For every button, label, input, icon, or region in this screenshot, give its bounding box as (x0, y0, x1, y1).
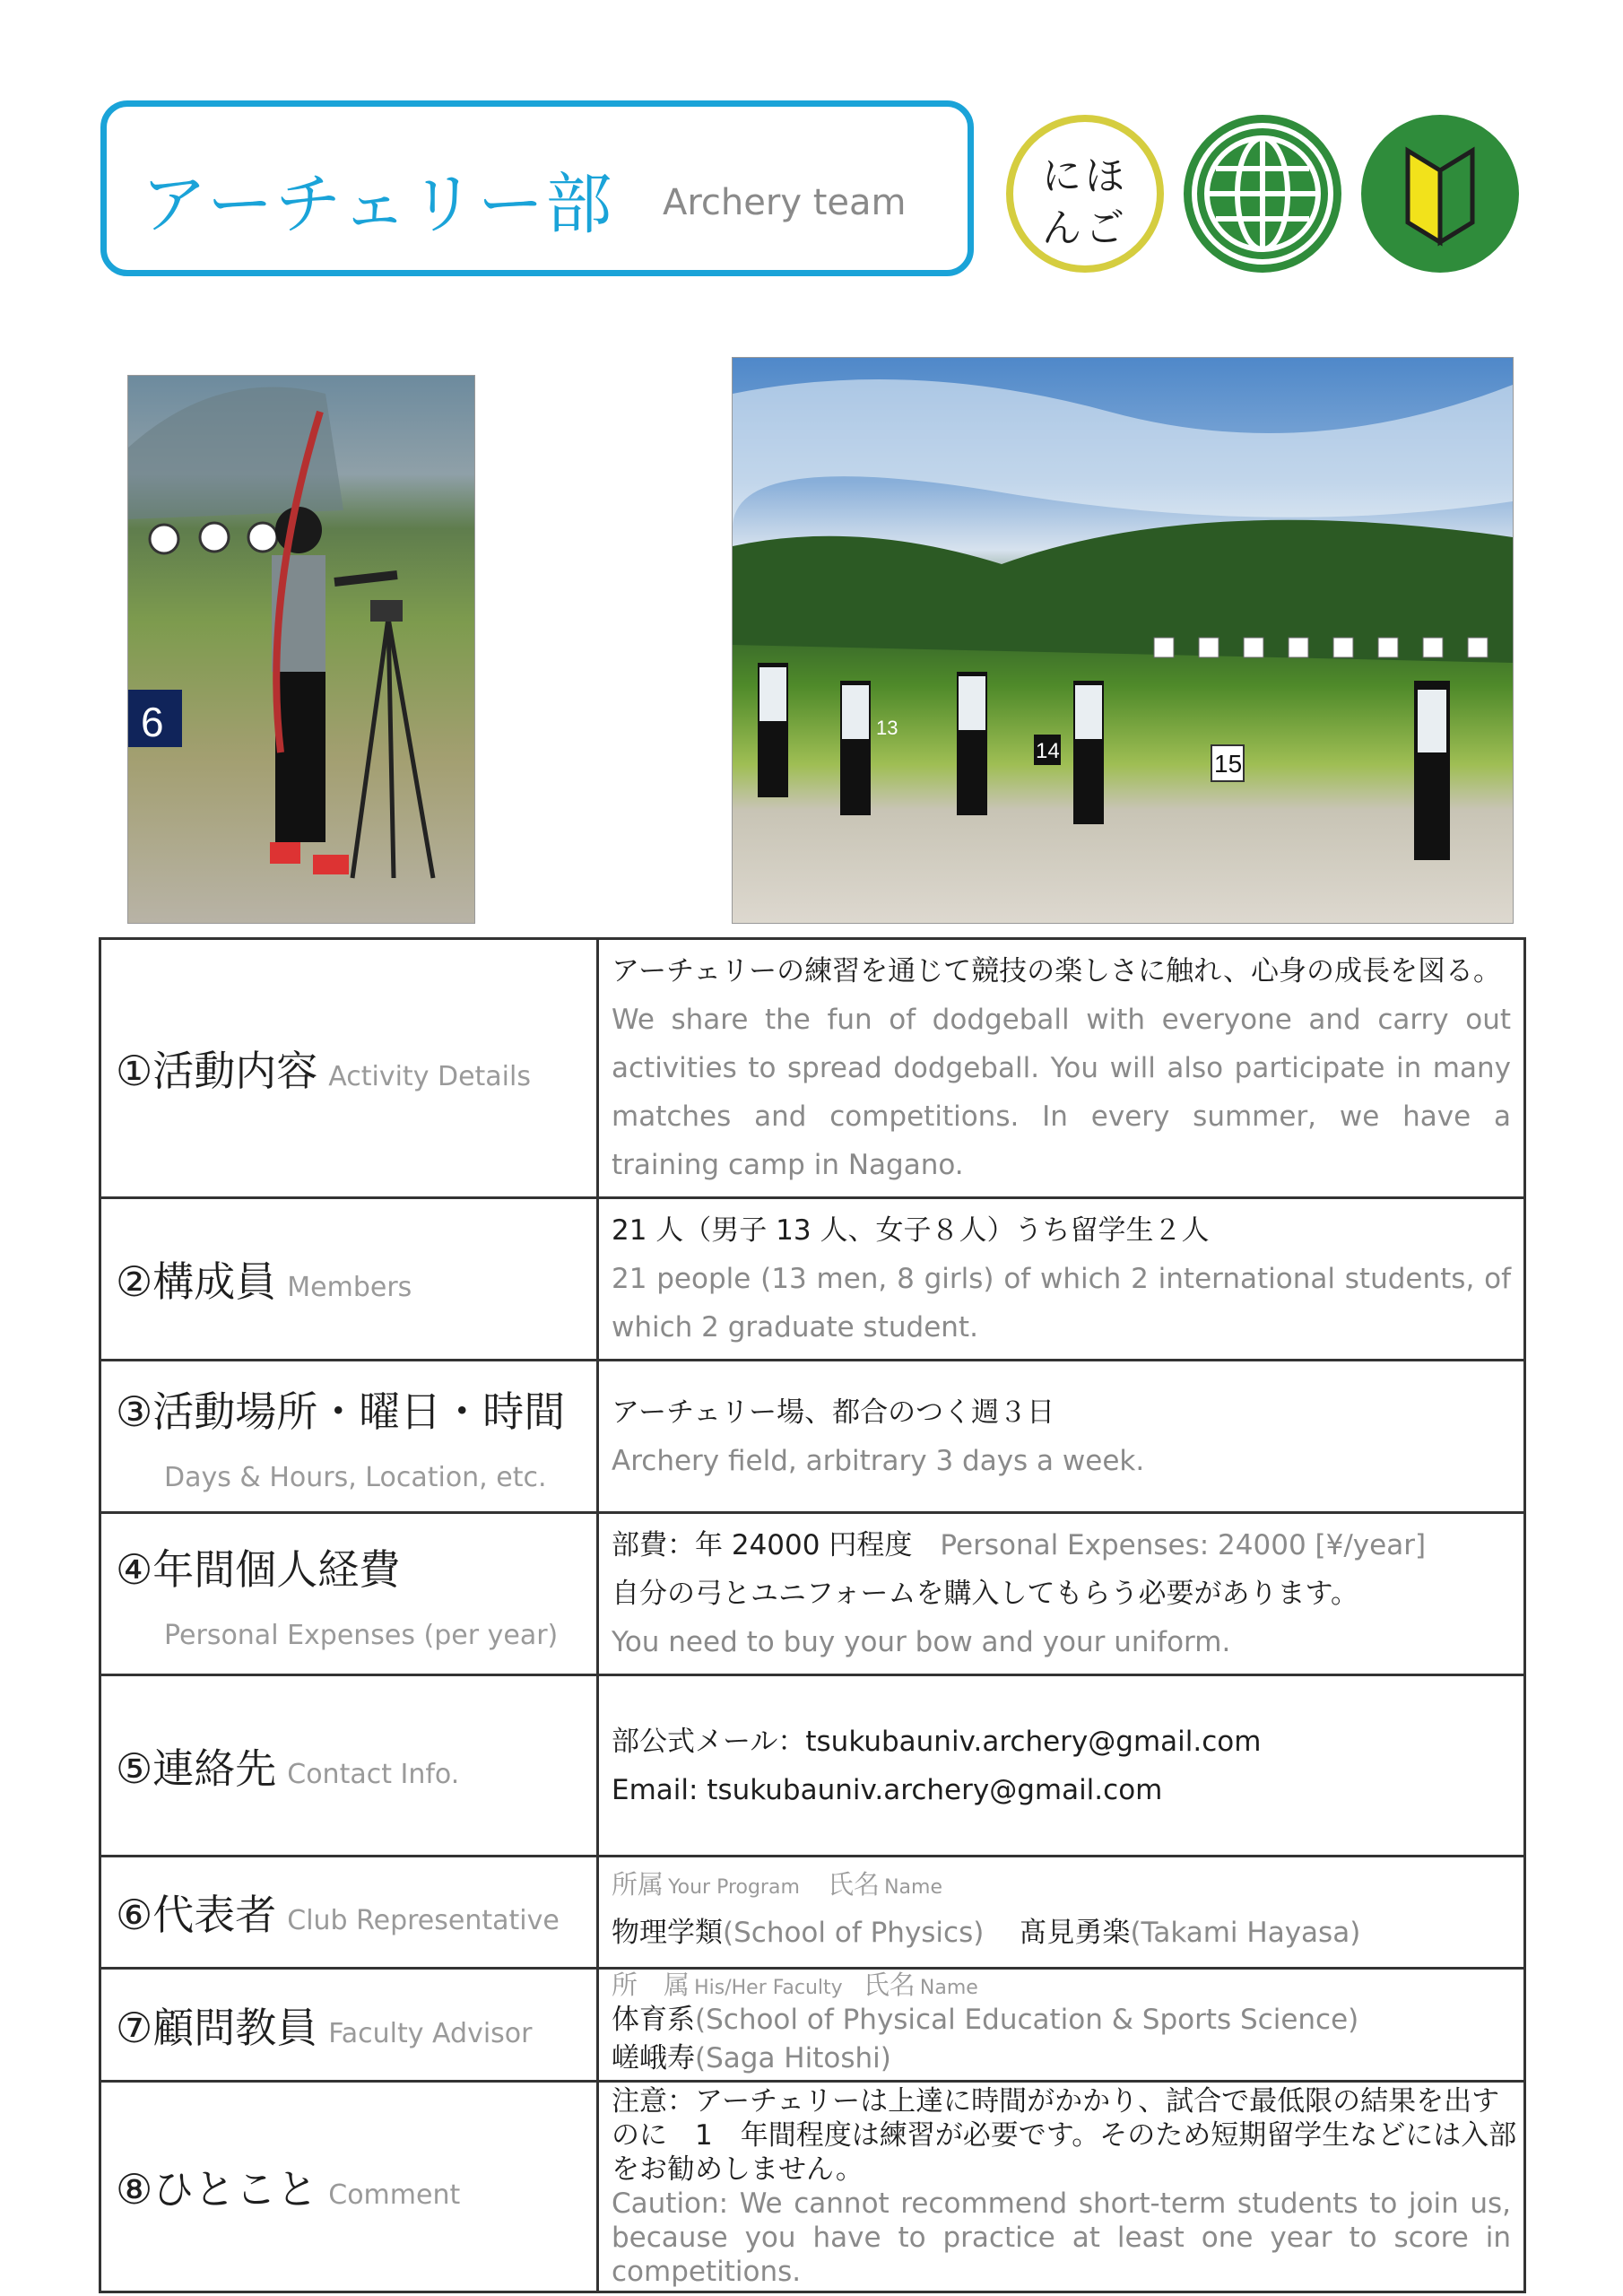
label-contact-en: Contact Info. (287, 1758, 460, 1790)
label-members-ja: ②構成員 (116, 1257, 277, 1306)
location-en: Archery field, arbitrary 3 days a week. (612, 1444, 1145, 1477)
value-activity (598, 939, 1525, 1198)
label-activity (100, 939, 598, 1198)
photo-archer-aiming (127, 375, 475, 924)
value-representative (598, 1857, 1525, 1969)
label-expenses-ja: ④年間個人経費 (116, 1544, 401, 1594)
row-advisor (100, 1969, 1525, 2082)
value-location (598, 1361, 1525, 1513)
label-expenses (100, 1513, 598, 1675)
row-expenses (100, 1513, 1525, 1675)
label-members (100, 1198, 598, 1361)
label-representative-ja: ⑥代表者 (116, 1891, 277, 1939)
title-box (100, 100, 974, 276)
label-representative (100, 1857, 598, 1969)
lane-number-14: 14 (1036, 739, 1060, 763)
adv-affil-ja: 体育系 (612, 2004, 695, 2036)
value-expenses (598, 1513, 1525, 1675)
activity-en: We share the fun of dodgeball with everyone and carry out activities to spread dodgeball. You will also participate in many matches and competitions. In every summer, we have a training camp in Nagano. (612, 1004, 1511, 1181)
rep-name-en: (Takami Hayasa) (1130, 1917, 1361, 1949)
photo-archery-range (732, 357, 1514, 924)
adv-name-ja: 嵯峨寿 (612, 2042, 695, 2074)
nihongo-badge (1006, 115, 1164, 273)
globe-icon (1184, 115, 1341, 273)
members-en: 21 people (13 men, 8 girls) of which 2 international students, of which 2 graduate student. (612, 1263, 1511, 1344)
row-activity (100, 939, 1525, 1198)
activity-ja: アーチェリーの練習を通じて競技の楽しさに触れ、心身の成長を図る。 (612, 955, 1501, 987)
comment-ja-line2: のに 1 年間程度は練習が必要です。そのため短期留学生などには入部 (612, 2119, 1517, 2152)
adv-name-en: (Saga Hitoshi) (695, 2042, 891, 2074)
label-activity-ja: ①活動内容 (116, 1047, 318, 1095)
globe-badge (1184, 115, 1341, 273)
adv-affil-header-ja: 所 属 (612, 1970, 690, 2000)
label-location-en: Days & Hours, Location, etc. (164, 1462, 547, 1493)
label-advisor-en: Faculty Advisor (328, 2017, 533, 2049)
label-contact (100, 1675, 598, 1857)
value-members (598, 1198, 1525, 1361)
lane-number-15: 15 (1214, 750, 1243, 778)
location-ja: アーチェリー場、都合のつく週３日 (612, 1396, 1055, 1429)
label-activity-en: Activity Details (328, 1061, 531, 1092)
beginner-badge (1361, 115, 1519, 273)
rep-name-ja: 髙見勇楽 (1019, 1917, 1131, 1949)
label-contact-ja: ⑤連絡先 (116, 1744, 277, 1793)
comment-ja-line1: 注意：アーチェリーは上達に時間がかかり、試合で最低限の結果を出す (612, 2085, 1500, 2118)
adv-name-header-ja: 氏名 (863, 1970, 916, 2000)
label-comment (100, 2082, 598, 2292)
nihongo-badge-line1: にほ (1042, 153, 1128, 199)
rep-affil-header-ja: 所属 (612, 1869, 664, 1900)
label-comment-en: Comment (328, 2179, 461, 2211)
adv-affil-en: (School of Physical Education & Sports Science) (695, 2004, 1359, 2036)
rep-affil-header-en: Your Program (668, 1876, 800, 1899)
rep-affil-en: (School of Physics) (723, 1917, 985, 1949)
comment-en: Caution: We cannot recommend short-term students to join us, because you have to practice at least one year to score in competitions. (612, 2187, 1511, 2288)
value-comment (598, 2082, 1525, 2292)
label-advisor (100, 1969, 598, 2082)
value-advisor (598, 1969, 1525, 2082)
label-location (100, 1361, 598, 1513)
expenses-fee-ja: 部費：年 24000 円程度 (612, 1529, 913, 1561)
row-members (100, 1198, 1525, 1361)
label-advisor-ja: ⑦顧問教員 (116, 2003, 318, 2052)
adv-affil-header-en: His/Her Faculty (694, 1977, 843, 1999)
nihongo-badge-line2: んご (1042, 205, 1128, 251)
row-comment (100, 2082, 1525, 2292)
row-contact (100, 1675, 1525, 1857)
value-contact (598, 1675, 1525, 1857)
row-representative (100, 1857, 1525, 1969)
expenses-fee-en: Personal Expenses: 24000 [¥/year] (940, 1529, 1427, 1561)
expenses-note-en: You need to buy your bow and your uniform. (612, 1626, 1231, 1658)
label-expenses-en: Personal Expenses (per year) (164, 1619, 559, 1651)
label-comment-ja: ⑧ひとこと (116, 2165, 318, 2213)
row-location (100, 1361, 1525, 1513)
club-title-en: Archery team (663, 182, 907, 223)
contact-ja[interactable]: 部公式メール：tsukubauniv.archery@gmail.com (612, 1725, 1262, 1758)
members-ja: 21 人（男子 13 人、女子８人）うち留学生２人 (612, 1214, 1210, 1247)
beginner-mark-icon (1361, 115, 1519, 273)
label-location-ja: ③活動場所・曜日・時間 (116, 1387, 566, 1436)
lane-number-left: 6 (141, 699, 164, 745)
rep-name-header-en: Name (884, 1876, 942, 1899)
club-info-table (99, 937, 1526, 2293)
label-representative-en: Club Representative (287, 1905, 560, 1936)
club-title-ja: アーチェリー部 (141, 166, 614, 243)
lane-number-13: 13 (876, 717, 898, 739)
expenses-note-ja: 自分の弓とユニフォームを購入してもらう必要があります。 (612, 1578, 1358, 1610)
rep-name-header-ja: 氏名 (827, 1869, 880, 1900)
comment-ja-line3: をお勧めしません。 (612, 2153, 864, 2186)
rep-affil-ja: 物理学類 (612, 1917, 723, 1949)
label-members-en: Members (287, 1272, 412, 1303)
adv-name-header-en: Name (919, 1977, 978, 1999)
contact-en[interactable]: Email: tsukubauniv.archery@gmail.com (612, 1773, 1163, 1806)
